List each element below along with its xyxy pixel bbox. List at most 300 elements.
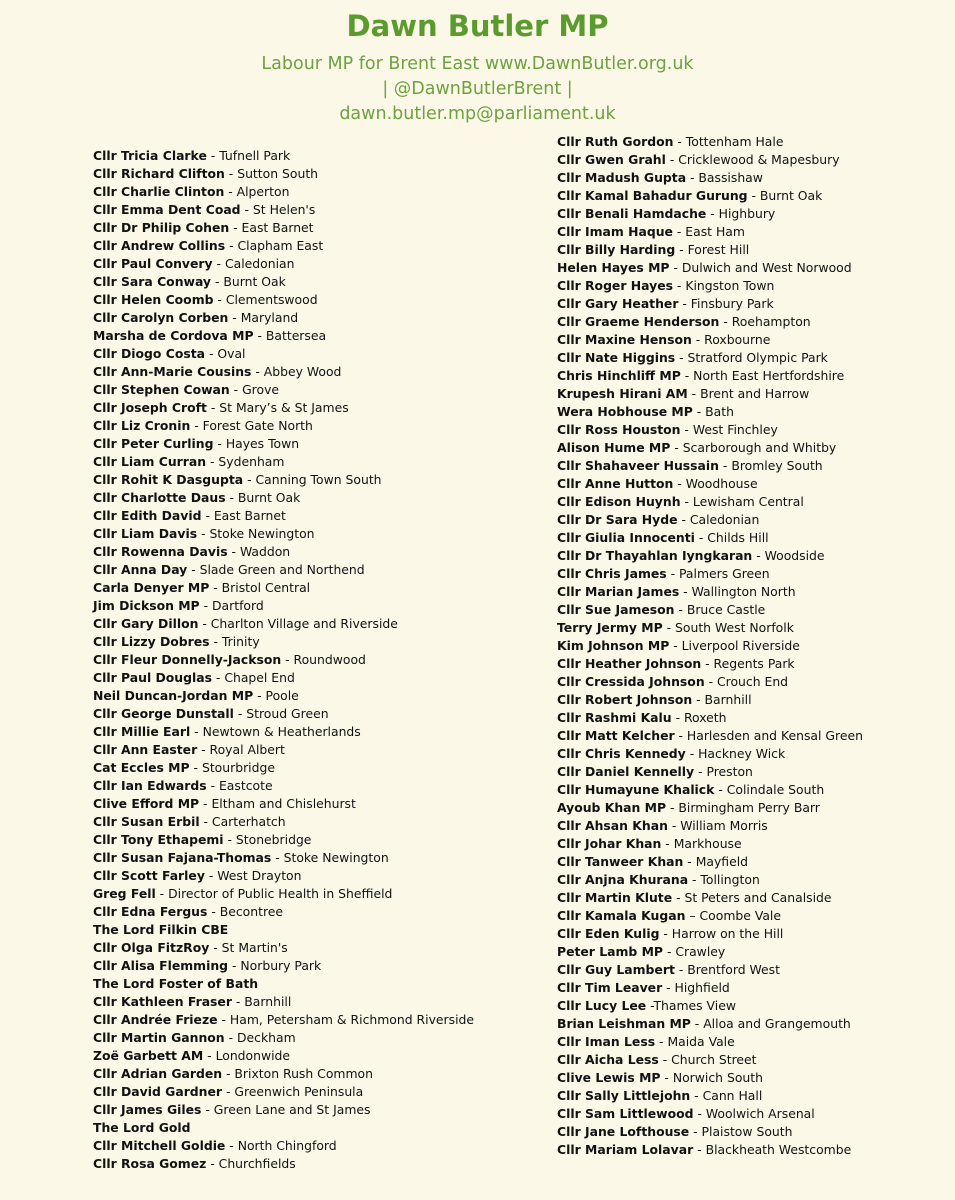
- letterhead: [0, 8, 955, 127]
- signatory-ward: - Plaistow South: [689, 1124, 793, 1139]
- signatory-name: Clive Efford MP: [93, 796, 200, 811]
- signatory-ward: - Blackheath Westcombe: [693, 1142, 852, 1157]
- signatory-name: Cllr Eden Kulig: [557, 926, 660, 941]
- signatory-item: [557, 151, 863, 169]
- signatory-ward: - Stoke Newington: [271, 850, 389, 865]
- signatory-ward: - Newtown & Heatherlands: [190, 724, 361, 739]
- signatory-name: Cllr Anjna Khurana: [557, 872, 689, 887]
- signatory-item: [557, 727, 863, 745]
- signatory-item: [93, 669, 474, 687]
- signatory-item: [557, 403, 863, 421]
- signatory-item: [93, 525, 474, 543]
- signatory-item: [93, 309, 474, 327]
- signatory-name: Cllr Liz Cronin: [93, 418, 191, 433]
- signatory-name: Cllr Joseph Croft: [93, 400, 207, 415]
- signatory-item: [557, 817, 863, 835]
- signatory-item: [93, 903, 474, 921]
- signatory-item: [557, 925, 863, 943]
- signatory-name: Cllr Giulia Innocenti: [557, 530, 695, 545]
- signatory-ward: - Chapel End: [211, 670, 295, 685]
- signatory-item: [93, 345, 474, 363]
- signatory-ward: - Crawley: [663, 944, 726, 959]
- signatory-item: [93, 507, 474, 525]
- signatory-ward: - Barnhill: [692, 692, 752, 707]
- signatory-ward: - Wallington North: [679, 584, 796, 599]
- signatory-ward: – Coombe Vale: [685, 908, 781, 923]
- signatory-ward: - Woolwich Arsenal: [693, 1106, 815, 1121]
- signatory-name: Cllr Sue Jameson: [557, 602, 675, 617]
- signatory-ward: - Charlton Village and Riverside: [198, 616, 398, 631]
- signatory-item: [93, 1155, 474, 1173]
- signatory-item: [93, 1119, 474, 1137]
- signatory-name: Cllr Lizzy Dobres: [93, 634, 210, 649]
- signatory-name: Cllr David Gardner: [93, 1084, 223, 1099]
- signatory-item: [557, 1033, 863, 1051]
- signatory-name: Cllr Martin Gannon: [93, 1030, 225, 1045]
- signatory-name: Cllr Ahsan Khan: [557, 818, 668, 833]
- signatory-item: [93, 615, 474, 633]
- signatory-item: [93, 939, 474, 957]
- signatory-name: Cllr Millie Earl: [93, 724, 191, 739]
- signatory-name: Cllr Ross Houston: [557, 422, 681, 437]
- signatory-item: [557, 1087, 863, 1105]
- signatory-item: [93, 1065, 474, 1083]
- signatory-name: Cllr Madush Gupta: [557, 170, 687, 185]
- signatory-name: Cllr Cressida Johnson: [557, 674, 705, 689]
- signatory-item: [557, 961, 863, 979]
- signatory-name: Zoë Garbett AM: [93, 1048, 204, 1063]
- signatory-item: [557, 223, 863, 241]
- signatory-ward: - Alloa and Grangemouth: [690, 1016, 851, 1031]
- signatory-ward: - Burnt Oak: [211, 274, 286, 289]
- signatory-name: Cllr Robert Johnson: [557, 692, 693, 707]
- signatory-item: [557, 169, 863, 187]
- signatory-name: Cllr Heather Johnson: [557, 656, 702, 671]
- signatory-ward: - Stroud Green: [233, 706, 329, 721]
- signatory-name: Chris Hinchliff MP: [557, 368, 681, 383]
- signatory-name: The Lord Gold: [93, 1120, 191, 1135]
- signatory-name: Cllr Ann Easter: [93, 742, 198, 757]
- signatory-ward: - East Barnet: [201, 508, 286, 523]
- signatory-ward: - Bristol Central: [209, 580, 311, 595]
- signatory-name: Cllr Ian Edwards: [93, 778, 207, 793]
- signatory-name: Cllr Kathleen Fraser: [93, 994, 232, 1009]
- signatory-name: Cllr Dr Sara Hyde: [557, 512, 678, 527]
- signatory-name: Cllr Iman Less: [557, 1034, 656, 1049]
- signatory-ward: - Woodside: [752, 548, 825, 563]
- signatory-name: Cllr Graeme Henderson: [557, 314, 720, 329]
- signatory-item: [93, 219, 474, 237]
- signatory-name: Cllr Paul Douglas: [93, 670, 212, 685]
- signatory-item: [557, 835, 863, 853]
- signatory-item: [557, 691, 863, 709]
- signatory-ward: - Dulwich and West Norwood: [669, 260, 852, 275]
- contact-details: [0, 52, 955, 127]
- signatory-item: [557, 349, 863, 367]
- signatory-name: Cllr Roger Hayes: [557, 278, 673, 293]
- signatory-name: Cllr Lucy Lee: [557, 998, 647, 1013]
- signatory-ward: - Eastcote: [206, 778, 273, 793]
- signatory-item: [557, 1105, 863, 1123]
- signatory-ward: - Maryland: [228, 310, 299, 325]
- signatory-ward: - Churchfields: [206, 1156, 296, 1171]
- signatory-name: Cllr Paul Convery: [93, 256, 213, 271]
- signatory-ward: - Forest Gate North: [190, 418, 313, 433]
- signatory-ward: - St Mary’s & St James: [206, 400, 349, 415]
- signatory-ward: - Stratford Olympic Park: [675, 350, 828, 365]
- signatory-name: Cllr Stephen Cowan: [93, 382, 230, 397]
- signatory-ward: - Caledonian: [677, 512, 760, 527]
- signatory-item: [93, 453, 474, 471]
- signatory-name: Cllr Susan Erbil: [93, 814, 200, 829]
- signatory-ward: - Norwich South: [660, 1070, 763, 1085]
- signatory-item: [557, 259, 863, 277]
- signatory-item: [557, 745, 863, 763]
- signatory-item: [93, 723, 474, 741]
- signatory-item: [557, 529, 863, 547]
- signatory-name: The Lord Foster of Bath: [93, 976, 259, 991]
- signatory-name: Brian Leishman MP: [557, 1016, 691, 1031]
- signatory-ward: - Canning Town South: [243, 472, 382, 487]
- signatory-item: [93, 813, 474, 831]
- signatory-name: Cllr Adrian Garden: [93, 1066, 223, 1081]
- signatory-ward: - Deckham: [224, 1030, 296, 1045]
- signatory-name: Cllr Charlotte Daus: [93, 490, 226, 505]
- signatory-ward: - St Peters and Canalside: [672, 890, 832, 905]
- signatory-item: [93, 1083, 474, 1101]
- signatory-item: [93, 327, 474, 345]
- signatory-name: Cllr Rashmi Kalu: [557, 710, 672, 725]
- signatory-item: [93, 543, 474, 561]
- signatory-ward: - Brentford West: [674, 962, 780, 977]
- signatory-item: [93, 705, 474, 723]
- signatory-ward: - Harrow on the Hill: [659, 926, 784, 941]
- signatory-item: [557, 295, 863, 313]
- signatory-item: [557, 583, 863, 601]
- signatory-item: [93, 1101, 474, 1119]
- signatory-item: [557, 313, 863, 331]
- signatory-ward: - South West Norfolk: [662, 620, 794, 635]
- signatory-name: Cllr Chris James: [557, 566, 667, 581]
- signatory-name: Cllr Dr Philip Cohen: [93, 220, 230, 235]
- signatory-item: [557, 493, 863, 511]
- signatory-item: [557, 241, 863, 259]
- signatory-ward: - East Ham: [672, 224, 745, 239]
- signatory-item: [557, 277, 863, 295]
- signatory-item: [557, 655, 863, 673]
- signatory-ward: - Roxbourne: [691, 332, 771, 347]
- signatory-name: Cllr Jane Lofthouse: [557, 1124, 690, 1139]
- signatory-ward: - Abbey Wood: [251, 364, 342, 379]
- contact-line-email: dawn.butler.mp@parliament.uk: [339, 104, 616, 124]
- signatory-ward: - Bath: [692, 404, 734, 419]
- signatory-item: [557, 187, 863, 205]
- signatory-ward: - Highbury: [706, 206, 776, 221]
- signatory-name: Cllr Sam Littlewood: [557, 1106, 694, 1121]
- signatory-ward: -Thames View: [646, 998, 736, 1013]
- signatory-ward: - Norbury Park: [228, 958, 322, 973]
- signatory-item: [93, 435, 474, 453]
- signatory-ward: - Clapham East: [225, 238, 324, 253]
- signatory-name: Cllr Peter Curling: [93, 436, 214, 451]
- signatory-item: [93, 741, 474, 759]
- signatory-ward: - Bassishaw: [686, 170, 763, 185]
- signatory-name: Cllr Gwen Grahl: [557, 152, 666, 167]
- signatory-name: Cat Eccles MP: [93, 760, 190, 775]
- signatory-item: [93, 363, 474, 381]
- signatory-item: [93, 759, 474, 777]
- signatory-name: Cllr Martin Klute: [557, 890, 673, 905]
- signatory-ward: - St Helen's: [240, 202, 316, 217]
- signatory-ward: - Scarborough and Whitby: [670, 440, 837, 455]
- signatory-name: Cllr Ann-Marie Cousins: [93, 364, 252, 379]
- signatory-ward: - Maida Vale: [655, 1034, 735, 1049]
- signatory-item: [93, 1029, 474, 1047]
- signatory-ward: - Birmingham Perry Barr: [666, 800, 820, 815]
- signatory-name: Cllr Anna Day: [93, 562, 188, 577]
- signatory-name: Wera Hobhouse MP: [557, 404, 693, 419]
- signatory-ward: - Lewisham Central: [680, 494, 804, 509]
- signatory-name: Cllr Tricia Clarke: [93, 148, 207, 163]
- signatory-ward: - Hayes Town: [213, 436, 300, 451]
- signatory-name: Cllr George Dunstall: [93, 706, 234, 721]
- signatory-item: [93, 777, 474, 795]
- signatory-item: [557, 1141, 863, 1159]
- signatory-item: [557, 421, 863, 439]
- signatory-ward: - Stourbridge: [189, 760, 275, 775]
- signatory-name: Terry Jermy MP: [557, 620, 663, 635]
- signatory-name: Cllr Gary Heather: [557, 296, 679, 311]
- signatory-item: [93, 165, 474, 183]
- signatory-ward: - Dartford: [199, 598, 264, 613]
- signatory-ward: - Oval: [205, 346, 246, 361]
- signatory-item: [93, 183, 474, 201]
- signatory-item: [93, 957, 474, 975]
- signatory-item: [557, 385, 863, 403]
- signatory-name: Cllr Humayune Khalick: [557, 782, 715, 797]
- signatory-ward: - Carterhatch: [199, 814, 286, 829]
- signatory-ward: - Colindale South: [714, 782, 825, 797]
- signatory-ward: - Markhouse: [661, 836, 742, 851]
- signatory-name: Cllr Billy Harding: [557, 242, 676, 257]
- signatory-ward: - Childs Hill: [694, 530, 769, 545]
- signatory-item: [93, 237, 474, 255]
- signatory-name: Cllr Carolyn Corben: [93, 310, 229, 325]
- signatory-name: Cllr Andrée Frieze: [93, 1012, 218, 1027]
- signatory-ward: - Bromley South: [718, 458, 823, 473]
- signatory-name: Krupesh Hirani AM: [557, 386, 688, 401]
- signatory-ward: - Tollington: [688, 872, 760, 887]
- signatory-item: [557, 943, 863, 961]
- signatory-name: Cllr Rohit K Dasgupta: [93, 472, 244, 487]
- signatory-item: [557, 709, 863, 727]
- signatory-ward: - Cricklewood & Mapesbury: [665, 152, 840, 167]
- signatory-ward: - Liverpool Riverside: [669, 638, 800, 653]
- signatory-name: Cllr Imam Haque: [557, 224, 673, 239]
- signatory-ward: - Tufnell Park: [206, 148, 291, 163]
- signatory-item: [557, 763, 863, 781]
- signatory-name: Cllr Kamala Kugan: [557, 908, 686, 923]
- signatory-name: Kim Johnson MP: [557, 638, 670, 653]
- signatory-item: [557, 511, 863, 529]
- signatory-item: [557, 619, 863, 637]
- signatory-item: [557, 1069, 863, 1087]
- signatory-item: [93, 1011, 474, 1029]
- signatory-ward: - Roundwood: [281, 652, 366, 667]
- signatory-name: Cllr Rowenna Davis: [93, 544, 228, 559]
- signatory-item: [93, 921, 474, 939]
- signatory-item: [93, 561, 474, 579]
- signatory-ward: - William Morris: [667, 818, 768, 833]
- signatory-item: [557, 907, 863, 925]
- signatory-name: Cllr Diogo Costa: [93, 346, 206, 361]
- signatory-ward: - Mayfield: [683, 854, 749, 869]
- signatory-ward: - North Chingford: [225, 1138, 337, 1153]
- signatory-ward: - West Drayton: [204, 868, 302, 883]
- signatory-item: [557, 997, 863, 1015]
- signatory-item: [557, 673, 863, 691]
- signatory-ward: - Caledonian: [212, 256, 295, 271]
- signatory-ward: - Poole: [253, 688, 299, 703]
- signatory-name: Marsha de Cordova MP: [93, 328, 254, 343]
- signatory-item: [93, 417, 474, 435]
- signatory-ward: - Church Street: [658, 1052, 757, 1067]
- signatory-ward: - Royal Albert: [197, 742, 285, 757]
- signatory-name: Cllr Dr Thayahlan Iyngkaran: [557, 548, 753, 563]
- signatory-ward: - St Martin's: [209, 940, 288, 955]
- signatory-ward: - Becontree: [207, 904, 284, 919]
- signatory-ward: - Brixton Rush Common: [222, 1066, 373, 1081]
- signatory-item: [557, 547, 863, 565]
- signatory-item: [557, 439, 863, 457]
- signatory-item: [557, 367, 863, 385]
- signatory-item: [557, 853, 863, 871]
- signatory-name: Cllr Mitchell Goldie: [93, 1138, 226, 1153]
- signatory-ward: - Clementswood: [213, 292, 318, 307]
- signatory-name: Cllr Kamal Bahadur Gurung: [557, 188, 748, 203]
- signatory-name: Neil Duncan-Jordan MP: [93, 688, 254, 703]
- signatory-item: [93, 795, 474, 813]
- signatory-ward: - Grove: [229, 382, 280, 397]
- signatory-name: Cllr Sara Conway: [93, 274, 212, 289]
- signatory-name: Cllr Aicha Less: [557, 1052, 659, 1067]
- signatory-name: Cllr Olga FitzRoy: [93, 940, 210, 955]
- signatory-name: Cllr Richard Clifton: [93, 166, 225, 181]
- signatory-item: [557, 133, 863, 151]
- signatory-ward: - Eltham and Chislehurst: [199, 796, 356, 811]
- signatory-ward: - Stoke Newington: [197, 526, 315, 541]
- signatory-ward: - East Barnet: [229, 220, 314, 235]
- signatory-name: Cllr Guy Lambert: [557, 962, 675, 977]
- signatory-name: Cllr Ruth Gordon: [557, 134, 674, 149]
- signatory-item: [93, 291, 474, 309]
- signatory-name: Cllr Mariam Lolavar: [557, 1142, 694, 1157]
- signatory-ward: - Palmers Green: [666, 566, 770, 581]
- signatory-name: Cllr Emma Dent Coad: [93, 202, 241, 217]
- signatory-item: [557, 331, 863, 349]
- page-title: Dawn Butler MP: [346, 9, 609, 43]
- signatory-ward: - West Finchley: [680, 422, 778, 437]
- signatory-ward: - Londonwide: [203, 1048, 291, 1063]
- signatory-item: [93, 489, 474, 507]
- signatory-ward: - Roxeth: [671, 710, 727, 725]
- signatory-ward: - Ham, Petersham & Richmond Riverside: [217, 1012, 475, 1027]
- signatory-name: Peter Lamb MP: [557, 944, 663, 959]
- signatory-name: Cllr Alisa Flemming: [93, 958, 229, 973]
- signatory-item: [93, 255, 474, 273]
- signatory-item: [93, 381, 474, 399]
- signatory-item: [93, 633, 474, 651]
- signatory-name: Cllr Charlie Clinton: [93, 184, 225, 199]
- signatory-name: Cllr Fleur Donnelly-Jackson: [93, 652, 282, 667]
- signatory-name: Ayoub Khan MP: [557, 800, 667, 815]
- signatory-ward: - Burnt Oak: [225, 490, 301, 505]
- signatory-item: [93, 651, 474, 669]
- signatory-name: Cllr Nate Higgins: [557, 350, 676, 365]
- signatory-item: [93, 885, 474, 903]
- signatory-item: [557, 1051, 863, 1069]
- signatory-name: Cllr Johar Khan: [557, 836, 662, 851]
- signatory-ward: - Tottenham Hale: [673, 134, 784, 149]
- signatory-name: Cllr Anne Hutton: [557, 476, 674, 491]
- signatory-name: Cllr Susan Fajana-Thomas: [93, 850, 272, 865]
- signatory-name: Greg Fell: [93, 886, 156, 901]
- signatory-item: [557, 457, 863, 475]
- signatory-ward: - Waddon: [227, 544, 291, 559]
- signatory-item: [93, 201, 474, 219]
- signatory-item: [93, 831, 474, 849]
- signatory-ward: - Barnhill: [231, 994, 292, 1009]
- signatory-name: Cllr Edna Fergus: [93, 904, 208, 919]
- signatory-ward: - Harlesden and Kensal Green: [674, 728, 863, 743]
- signatory-name: Cllr Scott Farley: [93, 868, 205, 883]
- signatory-item: [93, 147, 474, 165]
- signatory-ward: - Finsbury Park: [678, 296, 774, 311]
- signatory-ward: - Hackney Wick: [685, 746, 786, 761]
- signatory-item: [557, 979, 863, 997]
- signatory-item: [557, 565, 863, 583]
- signatory-ward: - Preston: [694, 764, 753, 779]
- signatory-name: Cllr Chris Kennedy: [557, 746, 686, 761]
- signatory-ward: - Cann Hall: [690, 1088, 763, 1103]
- contact-line-twitter: | @DawnButlerBrent |: [382, 79, 573, 99]
- signatory-item: [557, 1015, 863, 1033]
- signatory-name: Cllr Helen Coomb: [93, 292, 214, 307]
- signatory-name: Cllr Benali Hamdache: [557, 206, 707, 221]
- signatory-name: Cllr James Giles: [93, 1102, 202, 1117]
- signatory-name: Cllr Sally Littlejohn: [557, 1088, 691, 1103]
- signatory-name: Clive Lewis MP: [557, 1070, 661, 1085]
- signatory-item: [557, 871, 863, 889]
- signatory-ward: - Stonebridge: [223, 832, 312, 847]
- signatory-name: Cllr Tim Leaver: [557, 980, 663, 995]
- signatory-ward: - Director of Public Health in Sheffield: [155, 886, 393, 901]
- signatory-list-left: [93, 147, 474, 1173]
- signatory-ward: - Sydenham: [206, 454, 285, 469]
- signatory-ward: - Battersea: [253, 328, 327, 343]
- signatory-ward: - Highfield: [662, 980, 730, 995]
- signatory-ward: - Roehampton: [719, 314, 811, 329]
- signatory-ward: - Woodhouse: [673, 476, 758, 491]
- signatory-ward: - North East Hertfordshire: [680, 368, 845, 383]
- signatory-name: Cllr Edith David: [93, 508, 202, 523]
- signatory-item: [93, 579, 474, 597]
- signatory-name: Carla Denyer MP: [93, 580, 210, 595]
- contact-line-constituency: Labour MP for Brent East www.DawnButler.org.uk: [261, 54, 694, 74]
- signatory-name: Cllr Shahaveer Hussain: [557, 458, 719, 473]
- signatory-name: Helen Hayes MP: [557, 260, 670, 275]
- signatory-ward: - Alperton: [224, 184, 290, 199]
